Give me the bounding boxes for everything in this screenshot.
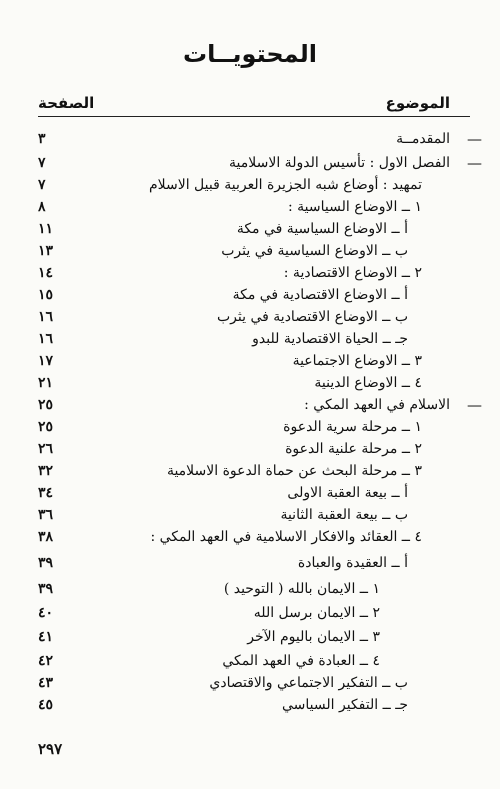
entry-text: ٣ ــ مرحلة البحث عن حماة الدعوة الاسلامية: [166, 463, 422, 479]
toc-entry: [0, 262, 500, 284]
toc-entry: [0, 650, 500, 672]
entry-text: ب ــ التفكير الاجتماعي والاقتصادي: [209, 675, 408, 691]
entry-page-number: ١٧: [38, 353, 54, 369]
entry-text: ٤ ــ العقائد والافكار الاسلامية في العهد المكي :: [150, 529, 422, 545]
entry-page-number: ٢١: [38, 375, 54, 391]
entry-page-number: ٣: [38, 131, 46, 147]
toc-entry: [0, 284, 500, 306]
entry-page-number: ٤١: [38, 629, 54, 645]
page-column-header: الصفحة: [38, 94, 95, 112]
toc-entry: [0, 240, 500, 262]
toc-entry: [0, 128, 500, 150]
entry-page-number: ١٤: [38, 265, 54, 281]
entry-text: ٣ ــ الايمان باليوم الآخر: [247, 629, 380, 645]
entry-page-number: ١٥: [38, 287, 54, 303]
toc-entry: [0, 196, 500, 218]
toc-entry: [0, 602, 500, 624]
entry-text: أ ــ الاوضاع الاقتصادية في مكة: [232, 287, 408, 303]
entry-page-number: ٢٥: [38, 397, 54, 413]
entry-text: أ ــ الاوضاع السياسية في مكة: [236, 221, 408, 237]
entry-page-number: ٣٦: [38, 507, 54, 523]
entry-page-number: ١٣: [38, 243, 54, 259]
toc-entry: [0, 438, 500, 460]
toc-entry: [0, 372, 500, 394]
header-divider: [38, 116, 470, 117]
entry-text: ب ــ الاوضاع الاقتصادية في يثرب: [217, 309, 408, 325]
entry-page-number: ٧: [38, 155, 46, 171]
entry-page-number: ٣٢: [38, 463, 54, 479]
entry-page-number: ١١: [38, 221, 54, 237]
toc-entry: [0, 482, 500, 504]
toc-entry: [0, 552, 500, 574]
toc-entry: [0, 174, 500, 196]
entry-page-number: ٤٣: [38, 675, 54, 691]
entry-text: أ ــ بيعة العقبة الاولى: [287, 485, 408, 501]
toc-entry: [0, 460, 500, 482]
entry-text: ب ــ الاوضاع السياسية في يثرب: [221, 243, 408, 259]
entry-dash: —: [467, 154, 482, 172]
toc-entry: [0, 394, 500, 416]
page-title: المحتويــات: [182, 40, 317, 68]
entry-page-number: ٧: [38, 177, 46, 193]
entry-page-number: ٣٤: [38, 485, 54, 501]
entry-text: أ ــ العقيدة والعبادة: [297, 555, 408, 571]
entry-text: ١ ــ الايمان بالله ( التوحيد ): [223, 581, 380, 597]
entry-text: ٤ ــ العبادة في العهد المكي: [222, 653, 380, 669]
entry-text: ٢ ــ الايمان برسل الله: [253, 605, 380, 621]
entry-page-number: ٤٠: [38, 605, 54, 621]
entry-page-number: ٣٨: [38, 529, 54, 545]
entry-text: ٢ ــ مرحلة علنية الدعوة: [285, 441, 422, 457]
entry-page-number: ٨: [38, 199, 46, 215]
entry-text: ٣ ــ الاوضاع الاجتماعية: [292, 353, 422, 369]
toc-entry: [0, 526, 500, 548]
topic-column-header: الموضوع: [385, 94, 450, 112]
entry-page-number: ٣٩: [38, 581, 54, 597]
entry-text: الاسلام في العهد المكي :: [304, 397, 450, 413]
toc-entry: [0, 504, 500, 526]
entry-page-number: ٤٥: [38, 697, 54, 713]
entry-page-number: ٤٢: [38, 653, 54, 669]
entry-text: ٤ ــ الاوضاع الدينية: [314, 375, 422, 391]
toc-entry: [0, 672, 500, 694]
entry-page-number: ٢٥: [38, 419, 54, 435]
entry-text: ١ ــ مرحلة سرية الدعوة: [283, 419, 422, 435]
entry-page-number: ١٦: [38, 331, 54, 347]
toc-entry: [0, 350, 500, 372]
toc-entry: [0, 306, 500, 328]
entry-text: المقدمــة: [396, 131, 450, 147]
toc-entry: [0, 578, 500, 600]
toc-entry: [0, 328, 500, 350]
toc-entry: [0, 694, 500, 716]
entry-text: ١ ــ الاوضاع السياسية :: [288, 199, 422, 215]
entry-page-number: ٣٩: [38, 555, 54, 571]
toc-entry: [0, 152, 500, 174]
entry-text: الفصل الاول : تأسيس الدولة الاسلامية: [229, 155, 450, 171]
toc-entry: [0, 218, 500, 240]
entry-text: ٢ ــ الاوضاع الاقتصادية :: [283, 265, 422, 281]
entry-dash: —: [467, 396, 482, 414]
entry-page-number: ٢٦: [38, 441, 54, 457]
entry-text: جـ ــ الحياة الاقتصادية للبدو: [252, 331, 408, 347]
entry-dash: —: [467, 130, 482, 148]
entry-text: ب ــ بيعة العقبة الثانية: [280, 507, 408, 523]
page-number: ٢٩٧: [38, 740, 63, 758]
toc-entry: [0, 416, 500, 438]
entry-text: جـ ــ التفكير السياسي: [282, 697, 408, 713]
toc-entry: [0, 626, 500, 648]
entry-text: تمهيد : أوضاع شبه الجزيرة العربية قبيل الاسلام: [148, 177, 422, 193]
entry-page-number: ١٦: [38, 309, 54, 325]
